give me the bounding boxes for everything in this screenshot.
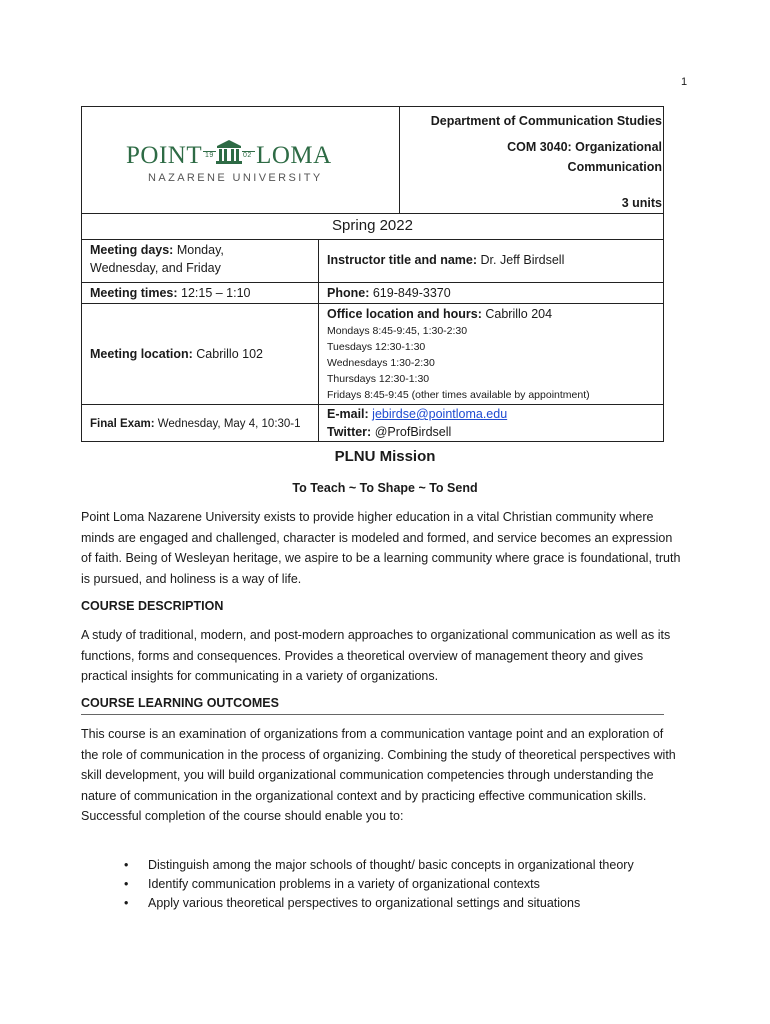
mission-heading: PLNU Mission [334,448,436,465]
university-logo [126,140,356,186]
course-header-table [81,106,664,442]
instructor-name: Instructor title and name: Dr. Jeff Birdsell [327,253,565,267]
department-name: Department of Communication Studies [430,114,662,128]
office-hours-line: Thursdays 12:30-1:30 [327,373,430,385]
course-description-body: A study of traditional, modern, and post-modern approaches to organizational communication as well as its functions, forms and consequences. Provides a theoretical overview of management theory and gives practical insights for communicating in a variety of organizations. [81,628,671,683]
list-item: • Identify communication problems in a variety of organizational contexts [126,875,686,894]
meeting-times: Meeting times: 12:15 – 1:10 [90,286,251,300]
mission-tagline: To Teach ~ To Shape ~ To Send [292,481,478,495]
twitter-contact: Twitter: @ProfBirdsell [327,425,452,439]
logo-year-right: 02 [243,152,252,159]
course-description-heading: COURSE DESCRIPTION [81,599,224,613]
course-units: 3 units [621,196,662,210]
course-title-line1: COM 3040: Organizational [507,140,662,154]
meeting-days: Meeting days: Monday, Wednesday, and Friday [90,243,224,275]
email-link[interactable]: jebirdse@pointloma.edu [372,407,508,421]
logo-word-point: POINT [126,142,203,169]
office-location: Office location and hours: Cabrillo 204 [327,307,553,321]
outcomes-heading: COURSE LEARNING OUTCOMES [81,696,279,710]
page-number: 1 [681,76,688,88]
outcomes-list [108,856,686,913]
logo-subtitle: NAZARENE UNIVERSITY [148,172,323,184]
office-hours-line: Mondays 8:45-9:45, 1:30-2:30 [327,325,468,337]
office-hours [327,323,590,403]
section-divider [81,714,664,715]
phone-number: Phone: 619-849-3370 [327,286,451,300]
office-hours-line: Tuesdays 12:30-1:30 [327,341,426,353]
meeting-location: Meeting location: Cabrillo 102 [90,347,263,361]
list-item: • Distinguish among the major schools of thought/ basic concepts in organizational theory [126,856,686,875]
logo-year-left: 19 [205,152,214,159]
office-hours-line: Wednesdays 1:30-2:30 [327,357,435,369]
term-title: Spring 2022 [332,217,413,234]
email-contact: E-mail: jebirdse@pointloma.edu [327,407,508,421]
office-hours-line: Fridays 8:45-9:45 (other times available by appointment) [327,389,590,401]
logo-word-loma: LOMA [256,142,332,169]
final-exam: Final Exam: Wednesday, May 4, 10:30-1 [90,418,301,430]
list-item: • Apply various theoretical perspectives to organizational settings and situations [126,894,686,913]
mission-body: Point Loma Nazarene University exists to provide higher education in a vital Christian community where minds are engaged and challenged, character is modeled and formed, and service becomes an expression of faith. Being of Wesleyan heritage, we aspire to be a learning community where grace is foundational, truth is pursued, and holiness is a way of life. [81,510,681,586]
logo-building-icon [203,140,255,166]
course-title-line2: Communication [567,160,662,174]
outcomes-body: This course is an examination of organizations from a communication vantage point and an exploration of the role of communication in the process of organizing. Combining the study of theoretical perspectives with skill development, you will build organizational communication competencies through understanding the nature of communication in the organizational context and by practicing effective communication skills. Successful completion of the course should enable you to: [81,727,676,823]
